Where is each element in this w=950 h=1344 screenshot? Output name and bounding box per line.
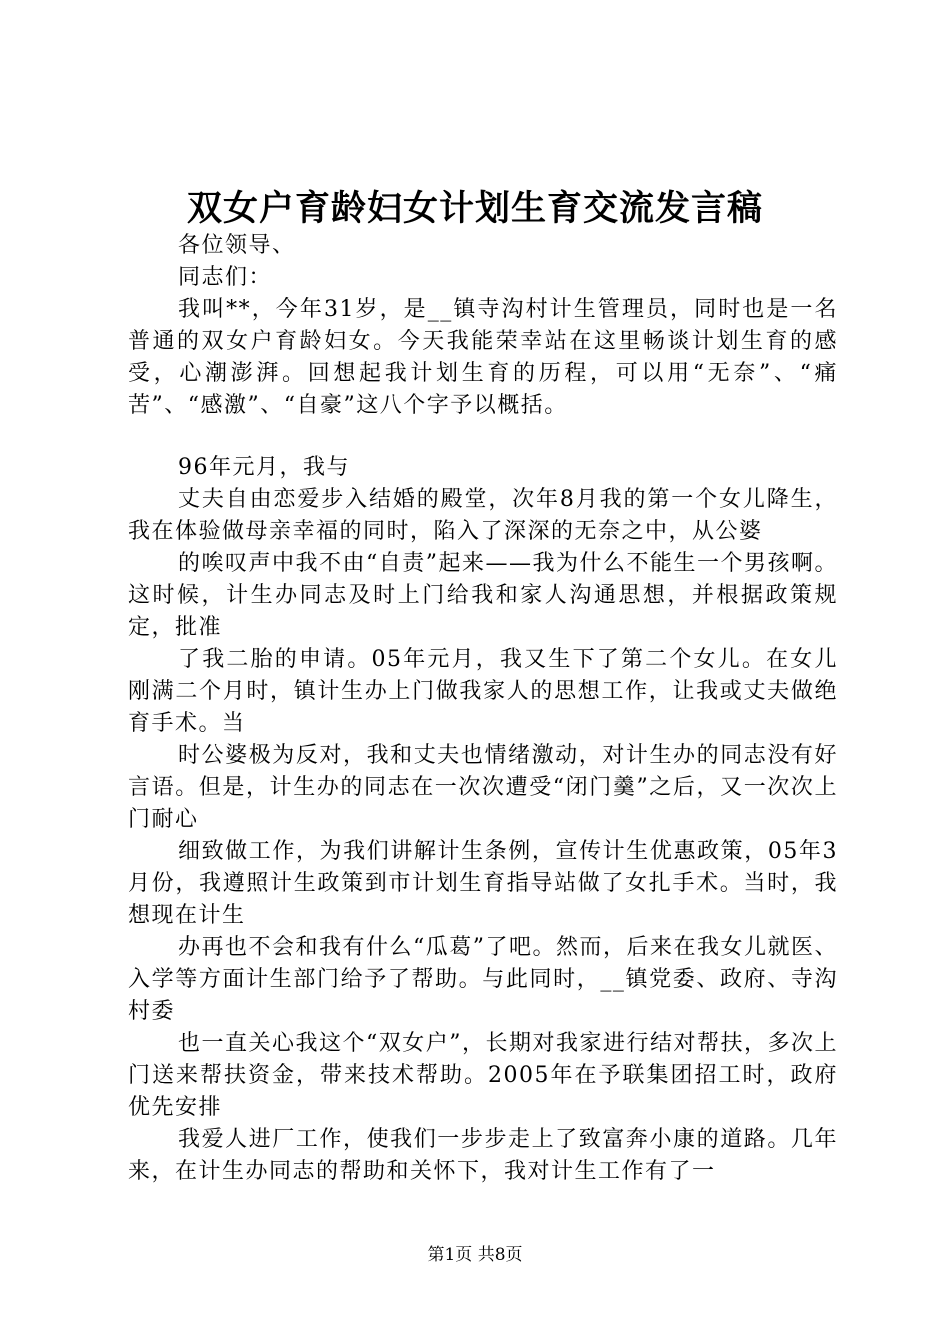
document-body <box>128 230 838 1188</box>
paragraph-5: 时公婆极为反对，我和丈夫也情绪激动，对计生办的同志没有好言语。但是，计生办的同志在一次次遭受“闭门羹”之后，又一次次上门耐心 <box>128 743 838 832</box>
paragraph-2: 丈夫自由恋爱步入结婚的殿堂，次年8月我的第一个女儿降生，我在体验做母亲幸福的同时，陷入了深深的无奈之中，从公婆 <box>128 487 838 544</box>
paragraph-1: 96年元月，我与 <box>178 455 350 480</box>
paragraph-8: 也一直关心我这个“双女户”，长期对我家进行结对帮扶，多次上门送来帮扶资金，带来技术帮助。2005年在予联集团招工时，政府优先安排 <box>128 1031 838 1120</box>
salutation-line-1: 各位领导、 <box>178 233 296 258</box>
page-footer: 第1页 共8页 <box>427 1245 523 1265</box>
paragraph-7: 办再也不会和我有什么“瓜葛”了吧。然而，后来在我女儿就医、入学等方面计生部门给予了帮助。与此同时，__镇党委、政府、寺沟村委 <box>128 935 838 1024</box>
paragraph-3: 的唉叹声中我不由“自责”起来——我为什么不能生一个男孩啊。这时候，计生办同志及时上门给我和家人沟通思想，并根据政策规定，批准 <box>128 551 838 640</box>
paragraph-4: 了我二胎的申请。05年元月，我又生下了第二个女儿。在女儿刚满二个月时，镇计生办上门做我家人的思想工作，让我或丈夫做绝育手术。当 <box>128 647 838 736</box>
paragraph-9: 我爱人进厂工作，使我们一步步走上了致富奔小康的道路。几年来，在计生办同志的帮助和关怀下，我对计生工作有了一 <box>128 1127 838 1184</box>
salutation-line-2: 同志们： <box>178 265 273 290</box>
paragraph-6: 细致做工作，为我们讲解计生条例，宣传计生优惠政策，05年3月份，我遵照计生政策到市计划生育指导站做了女扎手术。当时，我想现在计生 <box>128 839 838 928</box>
paragraph-intro: 我叫**，今年31岁，是__镇寺沟村计生管理员，同时也是一名普通的双女户育龄妇女。今天我能荣幸站在这里畅谈计划生育的感受，心潮澎湃。回想起我计划生育的历程，可以用“无奈”、“痛苦”、“感激”、“自豪”这八个字予以概括。 <box>128 297 838 418</box>
document-title: 双女户育龄妇女计划生育交流发言稿 <box>186 188 763 229</box>
